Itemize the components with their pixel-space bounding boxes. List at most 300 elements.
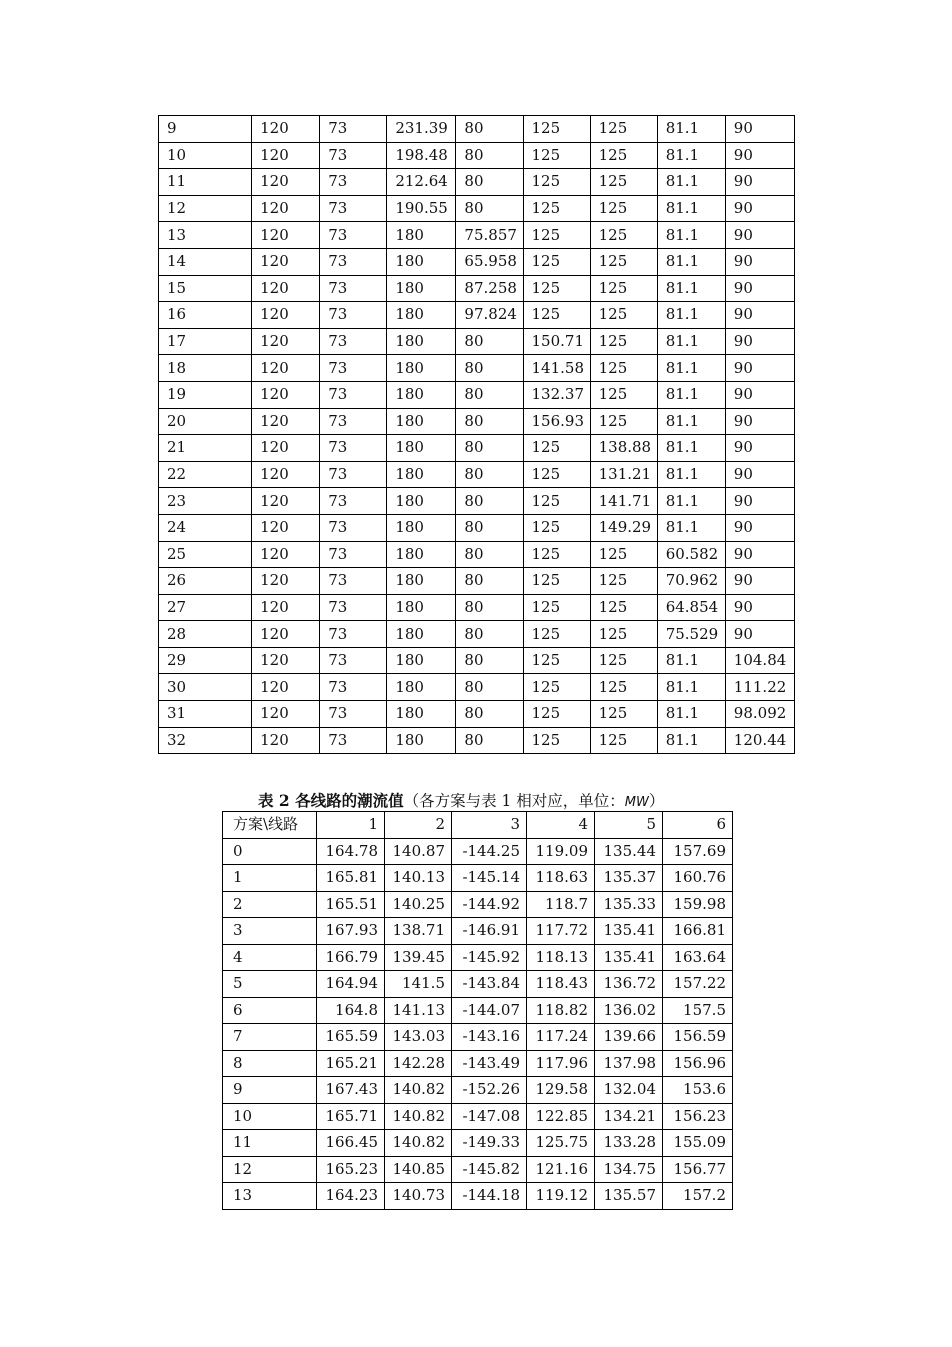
table-cell: 90 [725,408,794,435]
flow-value-cell: 166.45 [317,1130,385,1157]
scheme-number-cell: 32 [159,727,252,754]
table-cell: 81.1 [657,488,725,515]
table-cell: 73 [320,275,387,302]
flow-value-cell: 156.96 [663,1050,733,1077]
flow-value-cell: 153.6 [663,1077,733,1104]
flow-value-cell: 132.04 [595,1077,663,1104]
flow-value-cell: 142.28 [385,1050,452,1077]
table-row [159,355,795,382]
flow-value-cell: 135.44 [595,838,663,865]
header-line-3: 3 [452,812,527,839]
scheme-number-cell: 30 [159,674,252,701]
table-cell: 70.962 [657,568,725,595]
flow-value-cell: -143.16 [452,1024,527,1051]
table-cell: 81.1 [657,302,725,329]
table-cell: 81.1 [657,435,725,462]
table-cell: 190.55 [387,195,456,222]
table-cell: 90 [725,488,794,515]
table-row [223,891,733,918]
flow-value-cell: 143.03 [385,1024,452,1051]
table-cell: 81.1 [657,169,725,196]
table-cell: 81.1 [657,222,725,249]
table-cell: 125 [523,674,590,701]
table-cell: 125 [523,116,590,143]
table-cell: 125 [523,142,590,169]
table-cell: 120 [252,701,320,728]
table-cell: 80 [456,116,523,143]
table-row [223,1050,733,1077]
scheme-number-cell: 2 [223,891,317,918]
table-cell: 90 [725,355,794,382]
table-cell: 125 [590,169,657,196]
table-cell: 120 [252,381,320,408]
table-row [159,248,795,275]
flow-value-cell: 163.64 [663,944,733,971]
flow-value-cell: 141.13 [385,997,452,1024]
flow-value-cell: 166.81 [663,918,733,945]
table-row [223,1156,733,1183]
table-row [159,461,795,488]
table-cell: 73 [320,701,387,728]
table-cell: 75.529 [657,621,725,648]
table-cell: 180 [387,541,456,568]
table-cell: 90 [725,302,794,329]
table-cell: 73 [320,674,387,701]
table-cell: 81.1 [657,514,725,541]
flow-value-cell: -144.92 [452,891,527,918]
flow-value-cell: 165.71 [317,1103,385,1130]
flow-value-cell: 164.23 [317,1183,385,1210]
table-row [223,865,733,892]
table-cell: 80 [456,568,523,595]
scheme-number-cell: 11 [159,169,252,196]
flow-value-cell: 135.41 [595,944,663,971]
scheme-number-cell: 26 [159,568,252,595]
table-row [159,381,795,408]
flow-value-cell: 134.75 [595,1156,663,1183]
flow-value-cell: 165.21 [317,1050,385,1077]
header-line-1: 1 [317,812,385,839]
table-cell: 120 [252,461,320,488]
table-cell: 120 [252,621,320,648]
flow-value-cell: 121.16 [527,1156,595,1183]
table-cell: 150.71 [523,328,590,355]
flow-value-cell: 164.94 [317,971,385,998]
header-scheme-line: 方案\线路 [223,812,317,839]
scheme-number-cell: 13 [223,1183,317,1210]
table-row [159,116,795,143]
flow-value-cell: 140.25 [385,891,452,918]
table-cell: 73 [320,435,387,462]
flow-value-cell: 165.81 [317,865,385,892]
scheme-number-cell: 12 [159,195,252,222]
flow-value-cell: 156.23 [663,1103,733,1130]
table-cell: 111.22 [725,674,794,701]
table-row [223,1077,733,1104]
table-row [159,328,795,355]
table-cell: 80 [456,195,523,222]
scheme-number-cell: 31 [159,701,252,728]
table-cell: 180 [387,621,456,648]
scheme-number-cell: 5 [223,971,317,998]
caption-description: （各方案与表 1 相对应，单位： [403,792,625,810]
table-cell: 104.84 [725,647,794,674]
scheme-number-cell: 11 [223,1130,317,1157]
scheme-number-cell: 27 [159,594,252,621]
flow-value-cell: 118.13 [527,944,595,971]
scheme-number-cell: 16 [159,302,252,329]
scheme-number-cell: 0 [223,838,317,865]
table-cell: 90 [725,169,794,196]
table-cell: 120 [252,248,320,275]
table-cell: 125 [523,275,590,302]
table-cell: 81.1 [657,248,725,275]
flow-value-cell: 140.82 [385,1103,452,1130]
table-cell: 60.582 [657,541,725,568]
table-cell: 73 [320,647,387,674]
table-cell: 180 [387,328,456,355]
table-cell: 80 [456,621,523,648]
flow-value-cell: -144.18 [452,1183,527,1210]
table-cell: 180 [387,488,456,515]
caption-unit: MW [624,795,649,810]
table-cell: 80 [456,514,523,541]
flow-value-cell: -145.92 [452,944,527,971]
table-cell: 125 [590,248,657,275]
table-cell: 80 [456,381,523,408]
scheme-number-cell: 15 [159,275,252,302]
table-cell: 73 [320,488,387,515]
scheme-number-cell: 7 [223,1024,317,1051]
table-row [159,568,795,595]
table-cell: 81.1 [657,408,725,435]
table-cell: 80 [456,647,523,674]
flow-value-cell: 117.24 [527,1024,595,1051]
flow-value-cell: -144.25 [452,838,527,865]
table-cell: 73 [320,116,387,143]
scheme-number-cell: 19 [159,381,252,408]
caption-close: ） [648,792,665,810]
table-row [159,169,795,196]
table-cell: 81.1 [657,461,725,488]
table-cell: 90 [725,142,794,169]
caption-title: 表 2 各线路的潮流值 [258,791,404,810]
table-cell: 120 [252,222,320,249]
flow-value-cell: 117.72 [527,918,595,945]
table-cell: 90 [725,621,794,648]
table-cell: 198.48 [387,142,456,169]
scheme-number-cell: 22 [159,461,252,488]
flow-value-cell: 167.93 [317,918,385,945]
table-cell: 81.1 [657,727,725,754]
table-cell: 125 [590,647,657,674]
table-row [159,275,795,302]
table-cell: 180 [387,461,456,488]
table-cell: 125 [590,621,657,648]
scheme-number-cell: 3 [223,918,317,945]
table-cell: 80 [456,461,523,488]
scheme-number-cell: 29 [159,647,252,674]
table-cell: 125 [523,514,590,541]
scheme-number-cell: 20 [159,408,252,435]
flow-value-cell: -145.82 [452,1156,527,1183]
table-cell: 125 [590,701,657,728]
table-cell: 81.1 [657,381,725,408]
table-cell: 120 [252,568,320,595]
table-cell: 120 [252,275,320,302]
table-cell: 73 [320,142,387,169]
table-cell: 180 [387,355,456,382]
table-cell: 125 [523,727,590,754]
table-cell: 90 [725,435,794,462]
flow-value-cell: 140.82 [385,1077,452,1104]
table-cell: 120 [252,435,320,462]
table-cell: 90 [725,328,794,355]
table-cell: 180 [387,248,456,275]
table-cell: 156.93 [523,408,590,435]
table-row [159,302,795,329]
table-cell: 75.857 [456,222,523,249]
table-cell: 120 [252,727,320,754]
scheme-number-cell: 6 [223,997,317,1024]
table-cell: 90 [725,195,794,222]
table-cell: 90 [725,116,794,143]
table-cell: 73 [320,328,387,355]
table-cell: 90 [725,568,794,595]
table-cell: 90 [725,594,794,621]
table-row [159,142,795,169]
flow-value-cell: 117.96 [527,1050,595,1077]
flow-value-cell: 139.45 [385,944,452,971]
table-cell: 125 [590,302,657,329]
flow-value-cell: 118.7 [527,891,595,918]
flow-value-cell: 157.5 [663,997,733,1024]
table-row [159,594,795,621]
flow-value-cell: 156.77 [663,1156,733,1183]
table-cell: 120 [252,169,320,196]
table-cell: 73 [320,355,387,382]
table-row [223,1130,733,1157]
flow-value-cell: -143.49 [452,1050,527,1077]
table-row [159,701,795,728]
table-cell: 80 [456,142,523,169]
table-cell: 180 [387,514,456,541]
table-cell: 98.092 [725,701,794,728]
table-cell: 80 [456,701,523,728]
flow-value-cell: 118.82 [527,997,595,1024]
table-cell: 73 [320,222,387,249]
table-cell: 120 [252,488,320,515]
flow-value-cell: 165.23 [317,1156,385,1183]
flow-value-cell: 125.75 [527,1130,595,1157]
table-cell: 73 [320,621,387,648]
scheme-number-cell: 8 [223,1050,317,1077]
table-cell: 138.88 [590,435,657,462]
flow-value-cell: 135.41 [595,918,663,945]
table-cell: 73 [320,195,387,222]
flow-value-cell: -149.33 [452,1130,527,1157]
header-line-2: 2 [385,812,452,839]
scheme-number-cell: 14 [159,248,252,275]
table-cell: 141.71 [590,488,657,515]
table-row [223,971,733,998]
table-row [159,488,795,515]
flow-value-cell: -144.07 [452,997,527,1024]
flow-value-cell: 134.21 [595,1103,663,1130]
table-cell: 212.64 [387,169,456,196]
table-row [159,408,795,435]
table-cell: 120 [252,328,320,355]
table-row [159,727,795,754]
table-cell: 81.1 [657,674,725,701]
scheme-number-cell: 1 [223,865,317,892]
table-cell: 80 [456,355,523,382]
table-cell: 125 [590,408,657,435]
flow-value-cell: 118.43 [527,971,595,998]
table-2-power-flow [222,811,733,1210]
table-cell: 125 [523,621,590,648]
table-1-continued [158,115,795,754]
scheme-number-cell: 10 [159,142,252,169]
flow-value-cell: 138.71 [385,918,452,945]
table-cell: 125 [590,142,657,169]
table-cell: 125 [523,461,590,488]
flow-value-cell: 119.12 [527,1183,595,1210]
flow-value-cell: 157.69 [663,838,733,865]
flow-value-cell: 135.37 [595,865,663,892]
table-cell: 120 [252,142,320,169]
flow-value-cell: -145.14 [452,865,527,892]
flow-value-cell: 164.8 [317,997,385,1024]
flow-value-cell: 122.85 [527,1103,595,1130]
flow-value-cell: 136.72 [595,971,663,998]
scheme-number-cell: 17 [159,328,252,355]
scheme-number-cell: 28 [159,621,252,648]
table-cell: 73 [320,541,387,568]
table-row [159,222,795,249]
table-cell: 73 [320,248,387,275]
table-cell: 73 [320,169,387,196]
table-cell: 180 [387,594,456,621]
flow-value-cell: 155.09 [663,1130,733,1157]
table-cell: 125 [590,568,657,595]
table-cell: 131.21 [590,461,657,488]
table-cell: 180 [387,408,456,435]
table-cell: 73 [320,594,387,621]
table-cell: 180 [387,674,456,701]
table-cell: 90 [725,461,794,488]
table-cell: 80 [456,435,523,462]
table-cell: 65.958 [456,248,523,275]
scheme-number-cell: 25 [159,541,252,568]
table-cell: 125 [590,116,657,143]
table-cell: 81.1 [657,142,725,169]
table-cell: 80 [456,727,523,754]
flow-value-cell: 140.13 [385,865,452,892]
table-cell: 125 [590,275,657,302]
table-row [223,944,733,971]
table-cell: 90 [725,541,794,568]
table-cell: 125 [590,328,657,355]
table-row [159,195,795,222]
table-cell: 125 [523,195,590,222]
table-cell: 120 [252,195,320,222]
table-cell: 120 [252,514,320,541]
scheme-number-cell: 9 [159,116,252,143]
scheme-number-cell: 13 [159,222,252,249]
table-cell: 80 [456,169,523,196]
table-cell: 73 [320,302,387,329]
table-cell: 97.824 [456,302,523,329]
table-cell: 120 [252,647,320,674]
table-cell: 180 [387,727,456,754]
flow-value-cell: 140.82 [385,1130,452,1157]
flow-value-cell: 141.5 [385,971,452,998]
table-cell: 81.1 [657,701,725,728]
table-cell: 125 [523,435,590,462]
table-row [223,1103,733,1130]
table-row [223,1183,733,1210]
table-cell: 125 [523,302,590,329]
table-cell: 81.1 [657,116,725,143]
table-cell: 73 [320,461,387,488]
table-cell: 80 [456,408,523,435]
table-row [159,674,795,701]
table-row [223,918,733,945]
table-cell: 64.854 [657,594,725,621]
flow-value-cell: 129.58 [527,1077,595,1104]
table-cell: 80 [456,488,523,515]
table-cell: 125 [523,248,590,275]
flow-value-cell: 118.63 [527,865,595,892]
scheme-number-cell: 23 [159,488,252,515]
table-cell: 125 [590,381,657,408]
table-cell: 80 [456,541,523,568]
flow-value-cell: 165.59 [317,1024,385,1051]
table-cell: 90 [725,248,794,275]
table-row [223,1024,733,1051]
table-cell: 90 [725,275,794,302]
header-line-4: 4 [527,812,595,839]
flow-value-cell: 133.28 [595,1130,663,1157]
flow-value-cell: 140.85 [385,1156,452,1183]
table-cell: 120.44 [725,727,794,754]
scheme-number-cell: 4 [223,944,317,971]
table-cell: 125 [523,568,590,595]
table-cell: 120 [252,408,320,435]
flow-value-cell: -152.26 [452,1077,527,1104]
flow-value-cell: 139.66 [595,1024,663,1051]
table-cell: 73 [320,381,387,408]
table-cell: 81.1 [657,328,725,355]
table-cell: 180 [387,275,456,302]
table-cell: 81.1 [657,647,725,674]
table-cell: 125 [590,541,657,568]
table-cell: 125 [590,355,657,382]
table-cell: 80 [456,328,523,355]
flow-value-cell: 136.02 [595,997,663,1024]
table-cell: 149.29 [590,514,657,541]
table-cell: 132.37 [523,381,590,408]
table-cell: 231.39 [387,116,456,143]
table-cell: 125 [590,727,657,754]
table-cell: 125 [523,701,590,728]
scheme-number-cell: 18 [159,355,252,382]
flow-value-cell: 160.76 [663,865,733,892]
header-line-6: 6 [663,812,733,839]
flow-value-cell: 165.51 [317,891,385,918]
scheme-number-cell: 12 [223,1156,317,1183]
